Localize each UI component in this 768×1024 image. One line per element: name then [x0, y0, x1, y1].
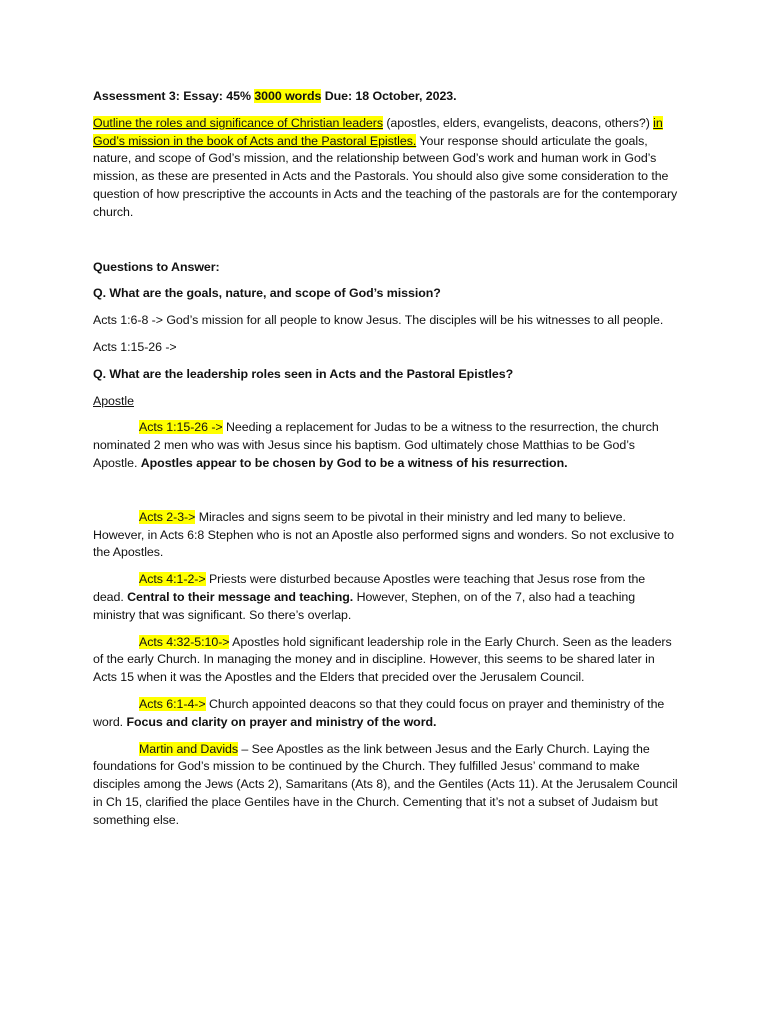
header-part2: Due: 18 October, 2023.	[321, 89, 457, 103]
prompt-highlight-1: Outline the roles and significance of Christian leaders	[93, 115, 383, 130]
entry-text: – See Apostles as the link between Jesus and the Early Church. Laying the foundations for God’s mission to be continued by the Church. They fulfilled Jesus’ command to make disciples among the Jews (Acts 2), Samaritans (Ats 8), and the Gentiles (Acts 11). At the Jerusalem Council in Ch 15, clarified the place Gentiles have in the Church. Cementing that it’s not a subset of Judaism but something else.	[93, 741, 678, 827]
prompt-text-2: Your response should articulate the goals, nature, and scope of God’s mission, and the relationship between God’s work and human work in God’s mission, as these are presented in Acts and the Pastorals. You should also give some consideration to the question of how prescriptive the accounts in Acts and the teaching of the pastorals are for the contemporary church.	[93, 133, 678, 219]
entry-ref: Acts 2-3->	[139, 509, 196, 524]
assessment-header	[93, 88, 679, 106]
questions-heading: Questions to Answer:	[93, 259, 220, 274]
entry-text: Church appointed deacons so that they could focus on prayer and theministry of the word.	[93, 696, 665, 729]
essay-prompt	[93, 115, 679, 222]
q1-answer-2: Acts 1:15-26 ->	[93, 339, 177, 354]
entry-ref: Acts 1:15-26 ->	[139, 420, 223, 435]
entry-acts-4-1	[93, 571, 679, 624]
prompt-highlight-2: in God’s mission in the book of Acts and the Pastoral Epistles.	[93, 115, 663, 148]
entry-martin-davids	[93, 741, 679, 830]
question-2: Q. What are the leadership roles seen in Acts and the Pastoral Epistles?	[93, 366, 514, 381]
entry-ref: Acts 4:1-2->	[139, 572, 206, 587]
word-count-highlight: 3000 words	[254, 89, 322, 103]
header-part1: Assessment 3: Essay: 45%	[93, 89, 255, 103]
document-page	[93, 88, 679, 830]
question-1: Q. What are the goals, nature, and scope of God’s mission?	[93, 286, 441, 301]
entry-ref: Acts 4:32-5:10->	[139, 634, 230, 649]
entry-bold: Apostles appear to be chosen by God to be a witness of his resurrection.	[140, 455, 568, 470]
entry-text: Needing a replacement for Judas to be a witness to the resurrection, the church nominated 2 men who was with Jesus since his baptism. God ultimately chose Matthias to be God’s Apostle.	[93, 420, 659, 470]
entry-text-2: However, Stephen, on of the 7, also had a teaching ministry that was significant. So there’s overlap.	[93, 589, 636, 622]
entry-acts-6-1	[93, 696, 679, 732]
entry-bold: Central to their message and teaching.	[127, 589, 354, 604]
entry-acts-1-15	[93, 419, 679, 472]
entry-text: Priests were disturbed because Apostles were teaching that Jesus rose from the dead.	[93, 572, 646, 604]
entry-ref: Acts 6:1-4->	[139, 696, 206, 711]
entry-text: Miracles and signs seem to be pivotal in their ministry and led many to believe. However, in Acts 6:8 Stephen who is not an Apostle also performed signs and wonders. So not exclusive to the Apostles.	[93, 509, 674, 560]
entry-acts-4-32	[93, 634, 679, 687]
entry-acts-2-3	[93, 509, 679, 562]
entry-bold: Focus and clarity on prayer and ministry of the word.	[126, 714, 437, 729]
entry-ref: Martin and Davids	[139, 741, 239, 756]
apostle-subheading: Apostle	[93, 393, 134, 408]
entry-text: Apostles hold significant leadership role in the Early Church. Seen as the leaders of the early Church. In managing the money and in discipline. However, this seems to be shared later in Acts 15 when it was the Apostles and the Elders that precided over the Jerusalem Council.	[93, 634, 672, 685]
prompt-text-1: (apostles, elders, evangelists, deacons, others?)	[382, 115, 654, 130]
q1-answer-1: Acts 1:6-8 -> God’s mission for all people to know Jesus. The disciples will be his witnesses to all people.	[93, 313, 664, 328]
